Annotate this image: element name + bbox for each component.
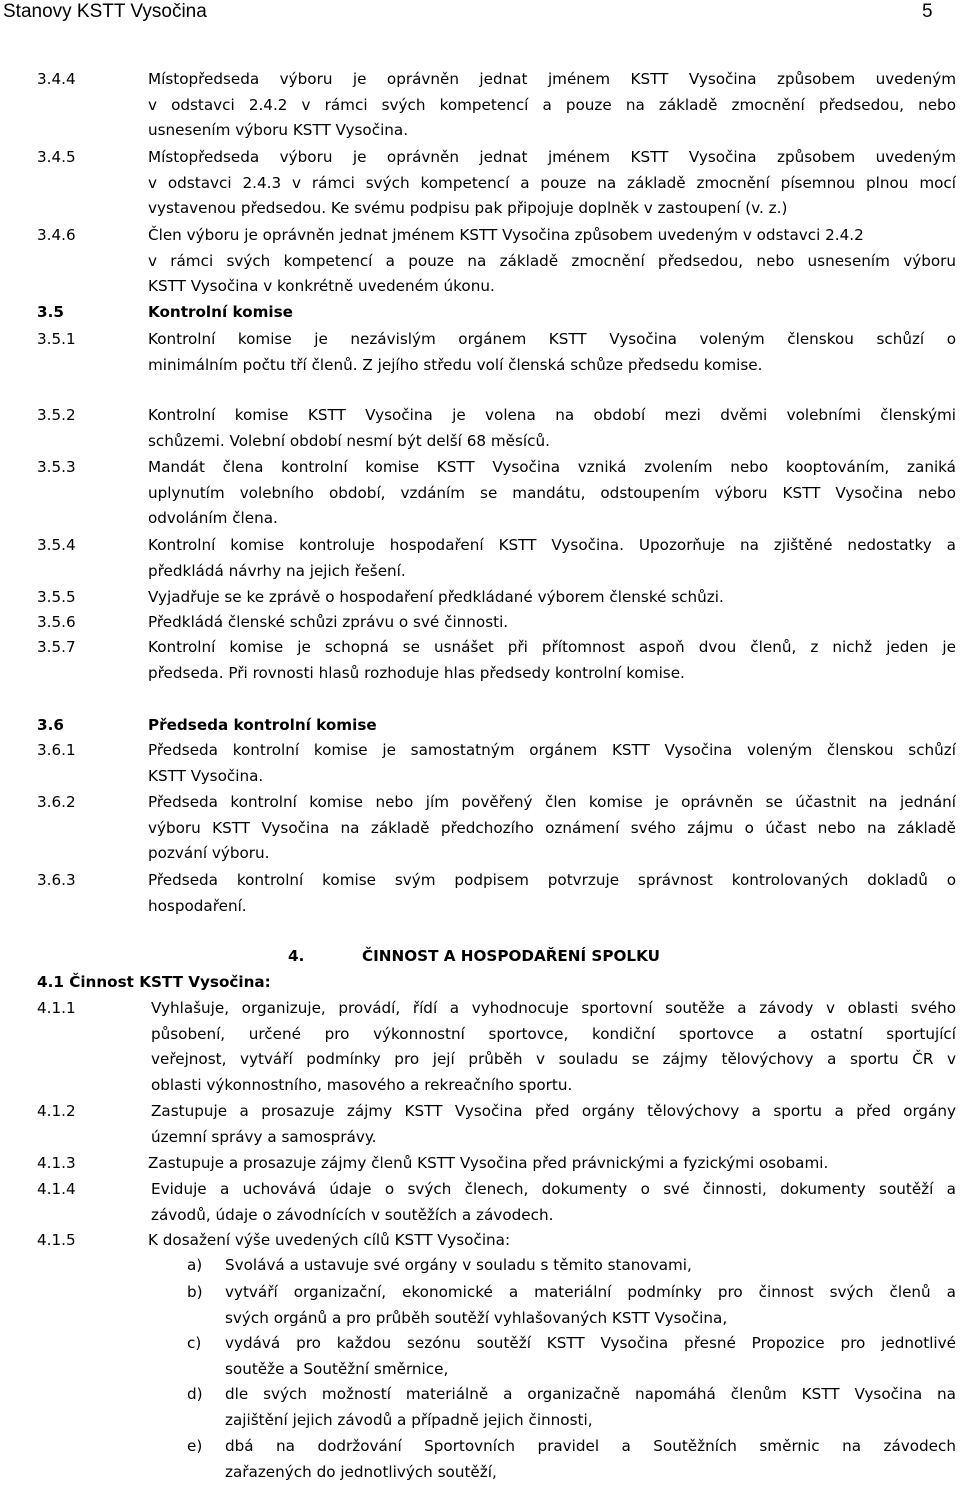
text-line: zařazených do jednotlivých soutěží, xyxy=(225,1462,497,1481)
list-label: a) xyxy=(187,1256,203,1274)
text-line: hospodaření. xyxy=(148,896,247,915)
paragraph-text xyxy=(148,868,956,919)
text-line: oblasti výkonnostního, masového a rekreačního sportu. xyxy=(151,1075,573,1094)
text-line: Místopředseda výboru je oprávněn jednat jménem KSTT Vysočina způsobem uvedeným xyxy=(148,70,956,88)
paragraph-text xyxy=(148,223,956,300)
text-line: Kontrolní komise KSTT Vysočina je volena na období mezi dvěmi volebními členskými xyxy=(148,406,956,424)
text-line: KSTT Vysočina v konkrétně uvedeném úkonu. xyxy=(148,277,495,296)
text-line: soutěže a Soutěžní směrnice, xyxy=(225,1359,449,1378)
paragraph-number: 4.1.4 xyxy=(37,1180,76,1198)
text-line: veřejnost, vytváří podmínky pro její průběh v souladu se zájmy tělovýchovy a sportu ČR v xyxy=(151,1050,956,1069)
text-line: závodů, údaje o závodnících v soutěžích a závodech. xyxy=(151,1205,554,1224)
text-line: územní správy a samosprávy. xyxy=(151,1127,377,1146)
text-line: pozvání výboru. xyxy=(148,844,270,863)
paragraph-number: 3.5.4 xyxy=(37,536,76,554)
text-line: působení, určené pro výkonnostní sportovce, kondiční sportovce a ostatní sportující xyxy=(151,1024,956,1043)
text-line: zajištění jejich závodů a případně jejich činnosti, xyxy=(225,1410,593,1429)
text-line: dbá na dodržování Sportovních pravidel a Soutěžních směrnic na závodech xyxy=(225,1437,956,1455)
paragraph-number: 3.6.3 xyxy=(37,871,76,889)
section-heading-4-1 xyxy=(37,970,271,996)
text-line: Předkládá členské schůzi zprávu o své činnosti. xyxy=(148,613,509,631)
text-line: Eviduje a uchovává údaje o svých členech, dokumenty o své činnosti, dokumenty soutěží a xyxy=(151,1180,956,1198)
paragraph-number: 3.6.1 xyxy=(37,741,76,759)
text-line: svých orgánů a pro průběh soutěží vyhlašovaných KSTT Vysočina, xyxy=(225,1308,728,1327)
paragraph-number: 3.5.6 xyxy=(37,613,76,631)
text-line: Předseda kontrolní komise nebo jím pověřený člen komise je oprávněn se účastnit na jednání xyxy=(148,793,956,811)
text-line: předkládá návrhy na jejich řešení. xyxy=(148,561,406,580)
text-line: Kontrolní komise je nezávislým orgánem KSTT Vysočina voleným členskou schůzí o xyxy=(148,330,956,348)
paragraph-text xyxy=(151,1099,956,1150)
chapter-number: 4. xyxy=(288,947,305,965)
header-title: Stanovy KSTT Vysočina xyxy=(3,1,207,22)
paragraph-number: 3.5.2 xyxy=(37,406,76,424)
list-text xyxy=(225,1331,956,1382)
paragraph-text xyxy=(148,327,956,378)
list-label: e) xyxy=(187,1437,203,1455)
paragraph-text xyxy=(148,533,956,584)
paragraph-number: 4.1.3 xyxy=(37,1154,76,1172)
section-title xyxy=(148,300,956,326)
section-number: 3.6 xyxy=(37,716,64,734)
list-text xyxy=(225,1382,956,1433)
paragraph-text xyxy=(148,585,956,611)
paragraph-text xyxy=(148,738,956,789)
text-line: Vyjadřuje se ke zprávě o hospodaření předkládané výborem členské schůzi. xyxy=(148,588,724,606)
text-line: Předseda kontrolní komise svým podpisem potvrzuje správnost kontrolovaných dokladů o xyxy=(148,871,956,889)
paragraph-number: 3.5.3 xyxy=(37,458,76,476)
page-number: 5 xyxy=(922,1,933,22)
paragraph-number: 3.5.1 xyxy=(37,330,76,348)
text-line: Kontrolní komise kontroluje hospodaření KSTT Vysočina. Upozorňuje na zjištěné nedostatky a xyxy=(148,536,956,554)
text-line: Předseda kontrolní komise je samostatným orgánem KSTT Vysočina voleným členskou schůzí xyxy=(148,741,956,759)
paragraph-text xyxy=(148,1228,956,1254)
list-text xyxy=(225,1434,956,1485)
text-line: Kontrolní komise je schopná se usnášet při přítomnost aspoň dvou členů, z nichž jeden je xyxy=(148,638,956,656)
paragraph-text xyxy=(148,635,956,686)
section-title xyxy=(148,713,956,739)
text-line: uplynutím volebního období, vzdáním se mandátu, odstoupením výboru KSTT Vysočina nebo xyxy=(148,483,956,502)
paragraph-text xyxy=(148,1151,956,1177)
text-line: Mandát člena kontrolní komise KSTT Vysočina vzniká zvolením nebo kooptováním, zaniká xyxy=(148,458,956,476)
text-line: vydává pro každou sezónu soutěží KSTT Vysočina přesné Propozice pro jednotlivé xyxy=(225,1334,956,1352)
paragraph-number: 4.1.1 xyxy=(37,999,76,1017)
paragraph-number: 3.5.5 xyxy=(37,588,76,606)
text-line: v rámci svých kompetencí a pouze na základě zmocnění předsedou, nebo usnesením výboru xyxy=(148,251,956,270)
text-line: výboru KSTT Vysočina na základě předchozího oznámení svého zájmu o účast nebo na základě xyxy=(148,818,956,837)
paragraph-text xyxy=(148,455,956,532)
text-line: v odstavci 2.4.2 v rámci svých kompetencí a pouze na základě zmocnění předsedou, nebo xyxy=(148,95,956,114)
paragraph-number: 3.6.2 xyxy=(37,793,76,811)
text-line: vytváří organizační, ekonomické a materiální podmínky pro činnost svých členů a xyxy=(225,1283,956,1301)
paragraph-number: 3.4.4 xyxy=(37,70,76,88)
text-line: Vyhlašuje, organizuje, provádí, řídí a vyhodnocuje sportovní soutěže a závody v oblasti svého xyxy=(151,999,956,1017)
text-line: dle svých možností materiálně a organizačně napomáhá členům KSTT Vysočina na xyxy=(225,1385,956,1403)
paragraph-text xyxy=(148,403,956,454)
text-line: odvoláním člena. xyxy=(148,509,278,528)
text-line: usnesením výboru KSTT Vysočina. xyxy=(148,121,409,140)
text-line: Místopředseda výboru je oprávněn jednat jménem KSTT Vysočina způsobem uvedeným xyxy=(148,148,956,166)
text-line: Svolává a ustavuje své orgány v souladu s těmito stanovami, xyxy=(225,1256,692,1274)
text-line: schůzemi. Volební období nesmí být delší 68 měsíců. xyxy=(148,431,550,450)
text-line: Člen výboru je oprávněn jednat jménem KSTT Vysočina způsobem uvedeným v odstavci 2.4.2 xyxy=(148,226,864,244)
page-header xyxy=(0,0,960,24)
paragraph-text xyxy=(148,67,956,144)
text-line: Předseda kontrolní komise xyxy=(148,716,377,734)
text-line: v odstavci 2.4.3 v rámci svých kompetencí a pouze na základě zmocnění písemnou plnou mocí xyxy=(148,173,956,192)
paragraph-number: 4.1.2 xyxy=(37,1102,76,1120)
paragraph-number: 3.4.5 xyxy=(37,148,76,166)
text-line: minimálním počtu tří členů. Z jejího středu volí členská schůze předsedu komise. xyxy=(148,355,763,374)
text-line: K dosažení výše uvedených cílů KSTT Vysočina: xyxy=(148,1231,511,1249)
paragraph-text xyxy=(148,790,956,867)
text-line: Zastupuje a prosazuje zájmy členů KSTT Vysočina před právnickými a fyzickými osobami. xyxy=(148,1154,829,1172)
list-label: b) xyxy=(187,1283,203,1301)
text-line: předseda. Při rovnosti hlasů rozhoduje hlas předsedy kontrolní komise. xyxy=(148,663,685,682)
text-line: KSTT Vysočina. xyxy=(148,766,264,785)
paragraph-number: 4.1.5 xyxy=(37,1231,76,1249)
section-number: 3.5 xyxy=(37,303,64,321)
list-label: d) xyxy=(187,1385,203,1403)
paragraph-text xyxy=(151,996,956,1098)
paragraph-text xyxy=(148,145,956,222)
text-line: vystavenou předsedou. Ke svému podpisu pak připojuje doplněk v zastoupení (v. z.) xyxy=(148,199,788,218)
paragraph-number: 3.5.7 xyxy=(37,638,76,656)
list-text xyxy=(225,1253,956,1279)
paragraph-text xyxy=(151,1177,956,1228)
paragraph-number: 3.4.6 xyxy=(37,226,76,244)
list-label: c) xyxy=(187,1334,202,1352)
section-title: 4.1 Činnost KSTT Vysočina: xyxy=(37,973,271,991)
text-line: Zastupuje a prosazuje zájmy KSTT Vysočina před orgány tělovýchovy a sportu a před orgány xyxy=(151,1102,956,1120)
chapter-title: ČINNOST A HOSPODAŘENÍ SPOLKU xyxy=(362,947,660,965)
list-text xyxy=(225,1280,956,1331)
text-line: Kontrolní komise xyxy=(148,303,293,321)
paragraph-text xyxy=(148,610,956,636)
